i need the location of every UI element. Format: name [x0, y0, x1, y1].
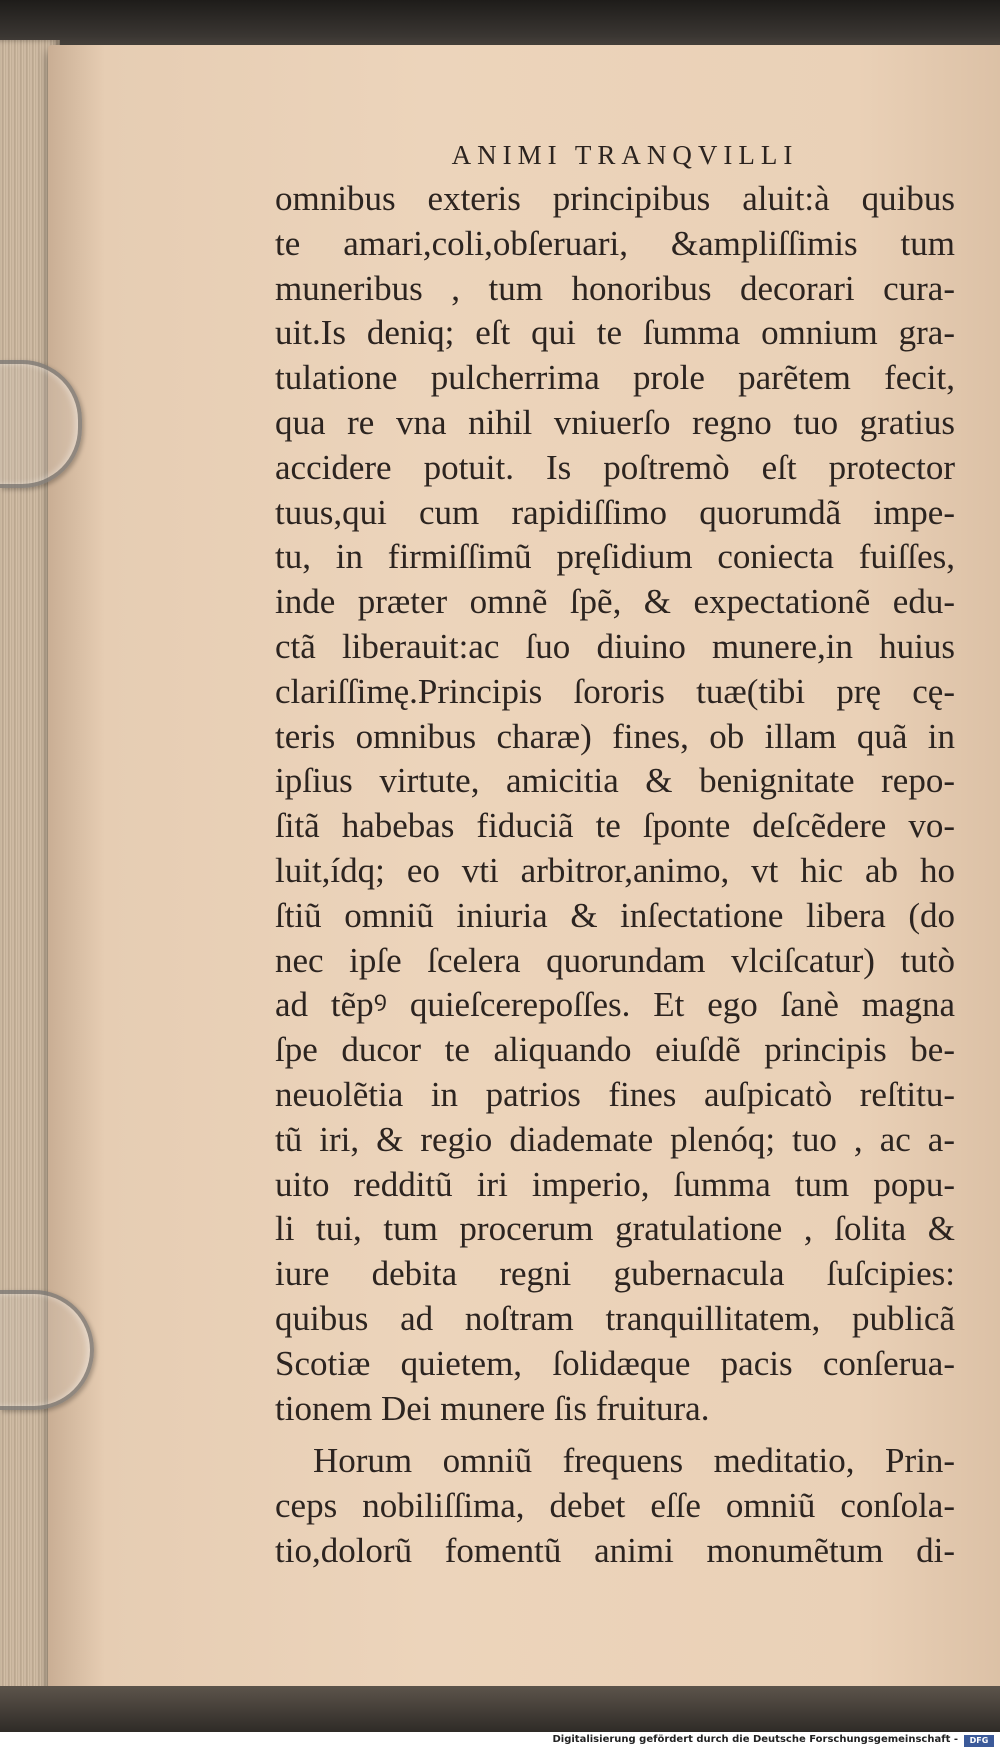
text-line: ceps nobiliſſima, debet eſſe omniũ conſola- — [275, 1486, 955, 1526]
text-line: tulatione pulcherrima prole parẽtem fecit, — [275, 358, 955, 398]
text-line: uit.Is deniq; eſt qui te ſumma omnium gra- — [275, 313, 955, 353]
dfg-logo: DFG — [964, 1735, 994, 1747]
text-line: li tui, tum procerum gratulatione , ſolita & — [275, 1209, 955, 1249]
paragraph — [275, 1439, 955, 1573]
text-line: omnibus exteris principibus aluit:à quibus — [275, 179, 955, 218]
text-line: ſpe ducor te aliquando eiuſdẽ principis be- — [275, 1030, 955, 1070]
book-bottom-edge — [0, 1686, 1000, 1732]
text-line: muneribus , tum honoribus decorari cura- — [275, 268, 955, 308]
text-line: ipſius virtute, amicitia & benignitate repo- — [275, 761, 955, 801]
text-line: Scotiæ quietem, ſolidæque pacis conſerua- — [275, 1343, 955, 1383]
text-line: inde præter omnẽ ſpẽ, & expectationẽ edu- — [275, 582, 955, 622]
text-line: iure debita regni gubernacula ſuſcipies: — [275, 1254, 955, 1294]
paragraph — [275, 177, 955, 1431]
text-line: ſitã habebas fiduciã te ſponte deſcẽdere vo- — [275, 806, 955, 846]
page-text-block — [275, 140, 955, 1574]
text-line: accidere potuit. Is poſtremò eſt protector — [275, 447, 955, 487]
text-line: tuus,qui cum rapidiſſimo quorumdã impe- — [275, 492, 955, 532]
text-line: tũ iri, & regio diademate plenóq; tuo , ac a- — [275, 1119, 955, 1159]
text-line: qua re vna nihil vniuerſo regno tuo gratius — [275, 402, 955, 442]
funding-notice: Digitalisierung gefördert durch die Deutsche Forschungsgemeinschaft - — [552, 1734, 958, 1745]
text-line: tio,dolorũ fomentũ animi monumẽtum di- — [275, 1530, 955, 1570]
text-line: neuolẽtia in patrios fines auſpicatò reſtitu- — [275, 1074, 955, 1114]
text-line: clariſſimę.Principis ſororis tuæ(tibi prę cę- — [275, 671, 955, 711]
text-line: luit,ídq; eo vti arbitror,animo, vt hic ab ho — [275, 850, 955, 890]
text-line: Horum omniũ frequens meditatio, Prin- — [313, 1441, 955, 1481]
text-line: teris omnibus charæ) fines, ob illam quã in — [275, 716, 955, 756]
text-line: ſtiũ omniũ iniuria & inſectatione libera (do — [275, 895, 955, 935]
text-line: ctã liberauit:ac ſuo diuino munere,in huius — [275, 626, 955, 666]
text-line: quibus ad noſtram tranquillitatem, publicã — [275, 1298, 955, 1338]
text-line: tionem Dei munere ſis fruitura. — [275, 1388, 710, 1428]
text-line: te amari,coli,obſeruari, &ampliſſimis tum — [275, 223, 955, 263]
text-line: ad tẽpꝰ quieſcerepoſſes. Et ego ſanè magna — [275, 985, 955, 1025]
text-line: uito redditũ iri imperio, ſumma tum popu- — [275, 1164, 955, 1204]
running-head: ANIMI TRANQVILLI — [451, 140, 799, 170]
text-line: tu, in firmiſſimũ pręſidium coniecta fuiſſes, — [275, 537, 955, 577]
footer-bar — [0, 1732, 1000, 1751]
text-line: nec ipſe ſcelera quorundam vlciſcatur) tutò — [275, 940, 955, 980]
